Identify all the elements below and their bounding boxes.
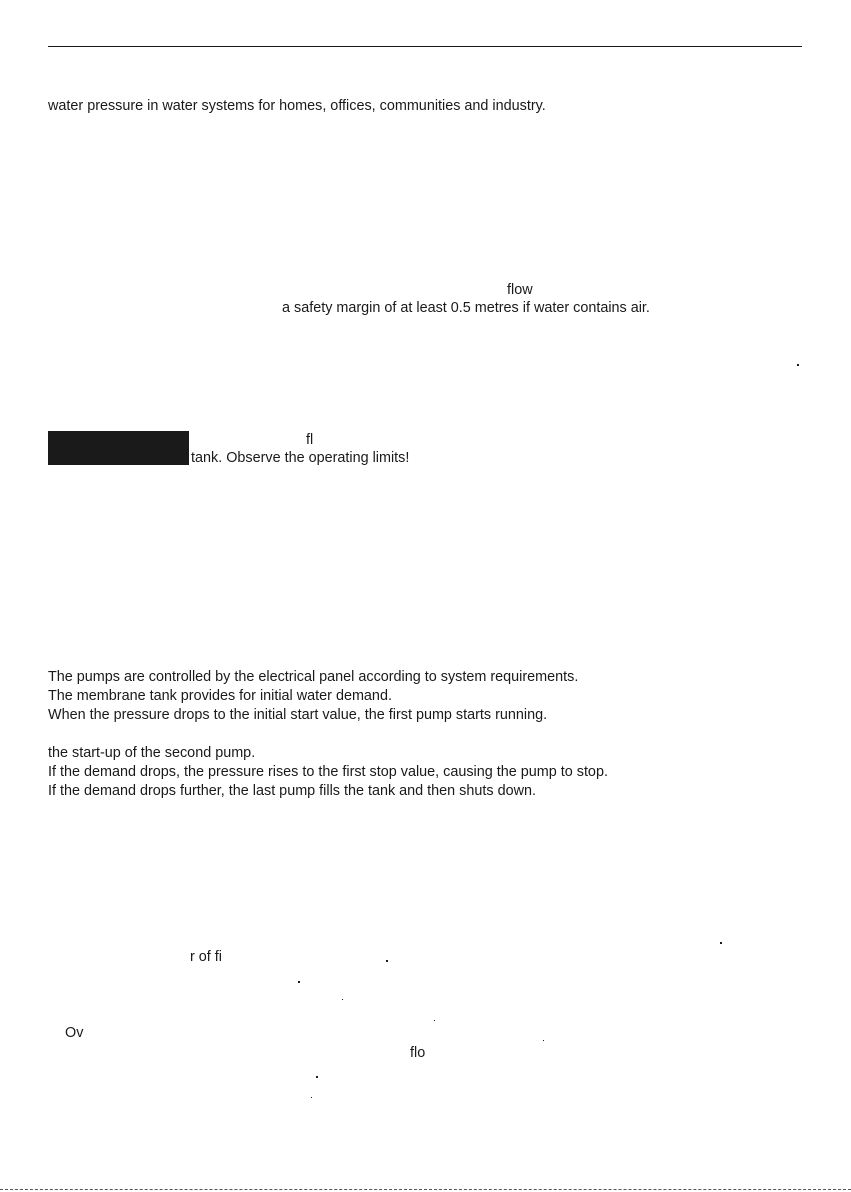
page-bottom-edge (0, 1189, 851, 1190)
operation-line: the start-up of the second pump. (48, 745, 256, 761)
intro-line: water pressure in water systems for homes, offices, communities and industry. (48, 98, 546, 114)
ov-fragment: Ov (65, 1025, 84, 1041)
header-rule (48, 46, 802, 47)
operation-line: The pumps are controlled by the electrical panel according to system requirements. (48, 669, 579, 685)
r-of-fi-fragment: r of fi (190, 949, 222, 965)
stray-dot (720, 942, 722, 944)
operation-line: When the pressure drops to the initial start value, the first pump starts running. (48, 707, 548, 723)
flow-word: flow (507, 282, 533, 298)
stray-dot (342, 999, 343, 1000)
stray-dot (543, 1040, 544, 1041)
operation-line: If the demand drops further, the last pump fills the tank and then shuts down. (48, 783, 536, 799)
stray-dot (316, 1076, 318, 1078)
stray-dot (311, 1097, 312, 1098)
stray-dot (298, 981, 300, 983)
stray-dot (386, 960, 388, 962)
operation-line: The membrane tank provides for initial water demand. (48, 688, 392, 704)
operation-line: If the demand drops, the pressure rises to the first stop value, causing the pump to stop. (48, 764, 608, 780)
warning-fl-fragment: fl (306, 432, 314, 448)
safety-margin-line: a safety margin of at least 0.5 metres if water contains air. (282, 300, 650, 316)
warning-text: tank. Observe the operating limits! (191, 450, 410, 466)
warning-label-box (48, 431, 189, 465)
flo-fragment: flo (410, 1045, 426, 1061)
stray-dot (434, 1020, 435, 1021)
stray-dot (797, 364, 799, 366)
